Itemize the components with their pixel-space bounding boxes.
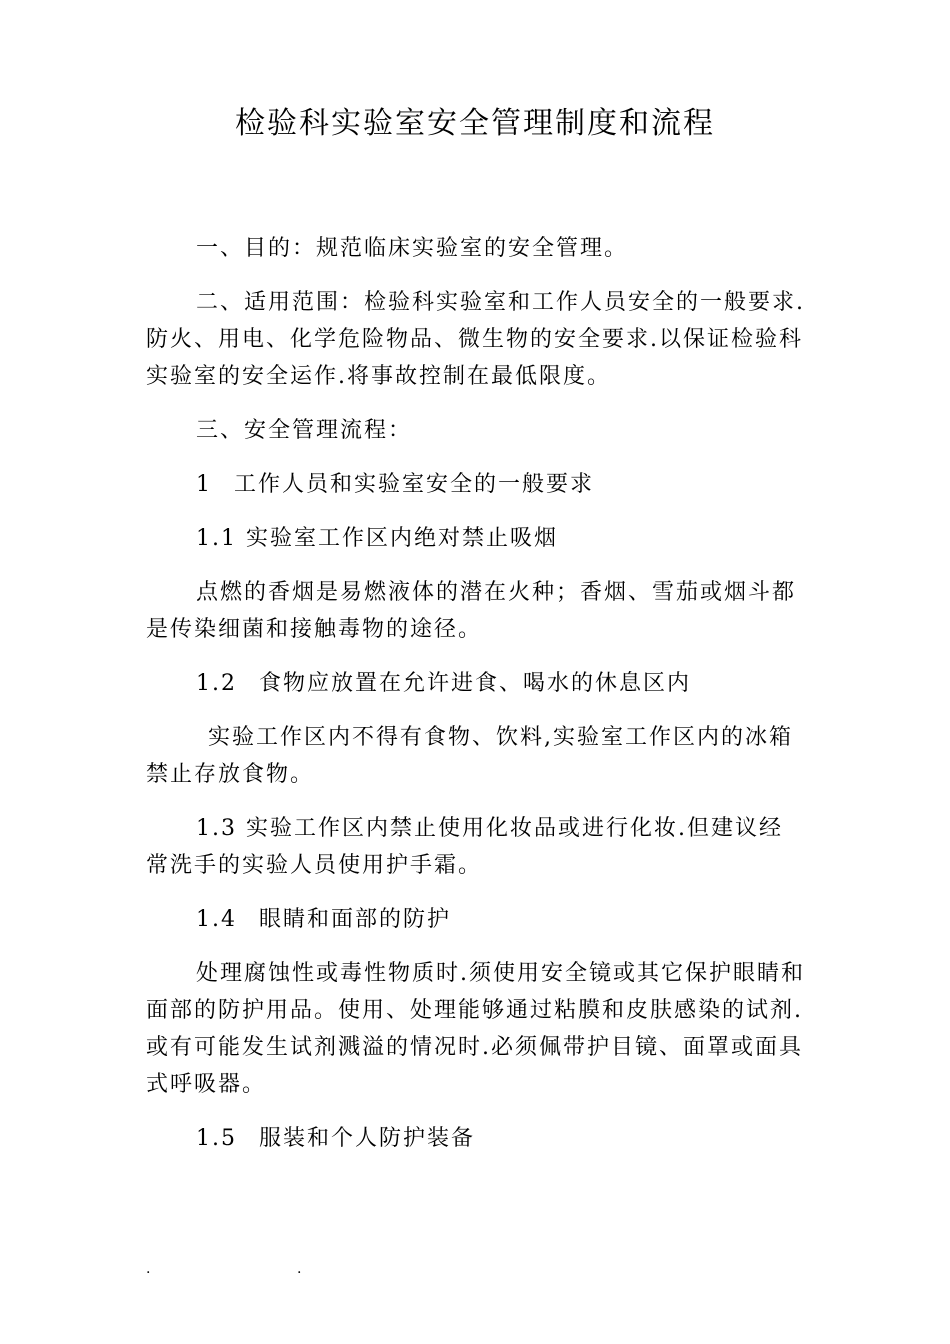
section-1-1-heading	[146, 520, 806, 557]
paragraph-process-heading: 三、安全管理流程：	[196, 418, 413, 443]
section-1-2-heading	[146, 665, 806, 702]
paragraph-smoking: 点燃的香烟是易燃液体的潜在火种；香烟、雪茄或烟斗都是传染细菌和接触毒物的途径。	[146, 580, 797, 642]
section-text: 服装和个人防护装备	[259, 1126, 476, 1151]
footer-mark-left: .	[146, 1261, 151, 1277]
section-number: 1.5	[196, 1126, 237, 1151]
document-body	[146, 230, 806, 1174]
section-text: 工作人员和实验室安全的一般要求	[234, 472, 595, 497]
section-text: 食物应放置在允许进食、喝水的休息区内	[259, 671, 692, 696]
paragraph-eye-protection: 处理腐蚀性或毒性物质时.须使用安全镜或其它保护眼睛和面部的防护用品。使用、处理能够通过粘膜和皮肤感染的试剂.或有可能发生试剂溅溢的情况时.必须佩带护目镜、面罩或面具式呼吸器。	[146, 961, 805, 1097]
section-1-heading	[146, 466, 806, 503]
section-number: 1.4	[196, 907, 237, 932]
paragraph-food: 实验工作区内不得有食物、饮料,实验室工作区内的冰箱禁止存放食物。	[146, 725, 793, 787]
section-number: 1	[196, 472, 212, 497]
paragraph-scope: 二、适用范围：检验科实验室和工作人员安全的一般要求.防火、用电、化学危险物品、微生物的安全要求.以保证检验科实验室的安全运作.将事故控制在最低限度。	[146, 290, 805, 389]
section-text: 实验室工作区内绝对禁止吸烟	[246, 526, 559, 551]
section-number: 1.1	[196, 526, 237, 551]
section-1-5-heading	[146, 1120, 806, 1157]
section-text: 眼睛和面部的防护	[259, 907, 452, 932]
footer-mark-right: .	[297, 1261, 302, 1277]
section-1-3-paragraph: 1.3 实验工作区内禁止使用化妆品或进行化妆.但建议经常洗手的实验人员使用护手霜。	[146, 816, 783, 878]
section-number: 1.2	[196, 671, 237, 696]
paragraph-purpose: 一、目的：规范临床实验室的安全管理。	[196, 236, 629, 261]
section-1-4-heading	[146, 901, 806, 938]
document-title: 检验科实验室安全管理制度和流程	[235, 106, 715, 141]
